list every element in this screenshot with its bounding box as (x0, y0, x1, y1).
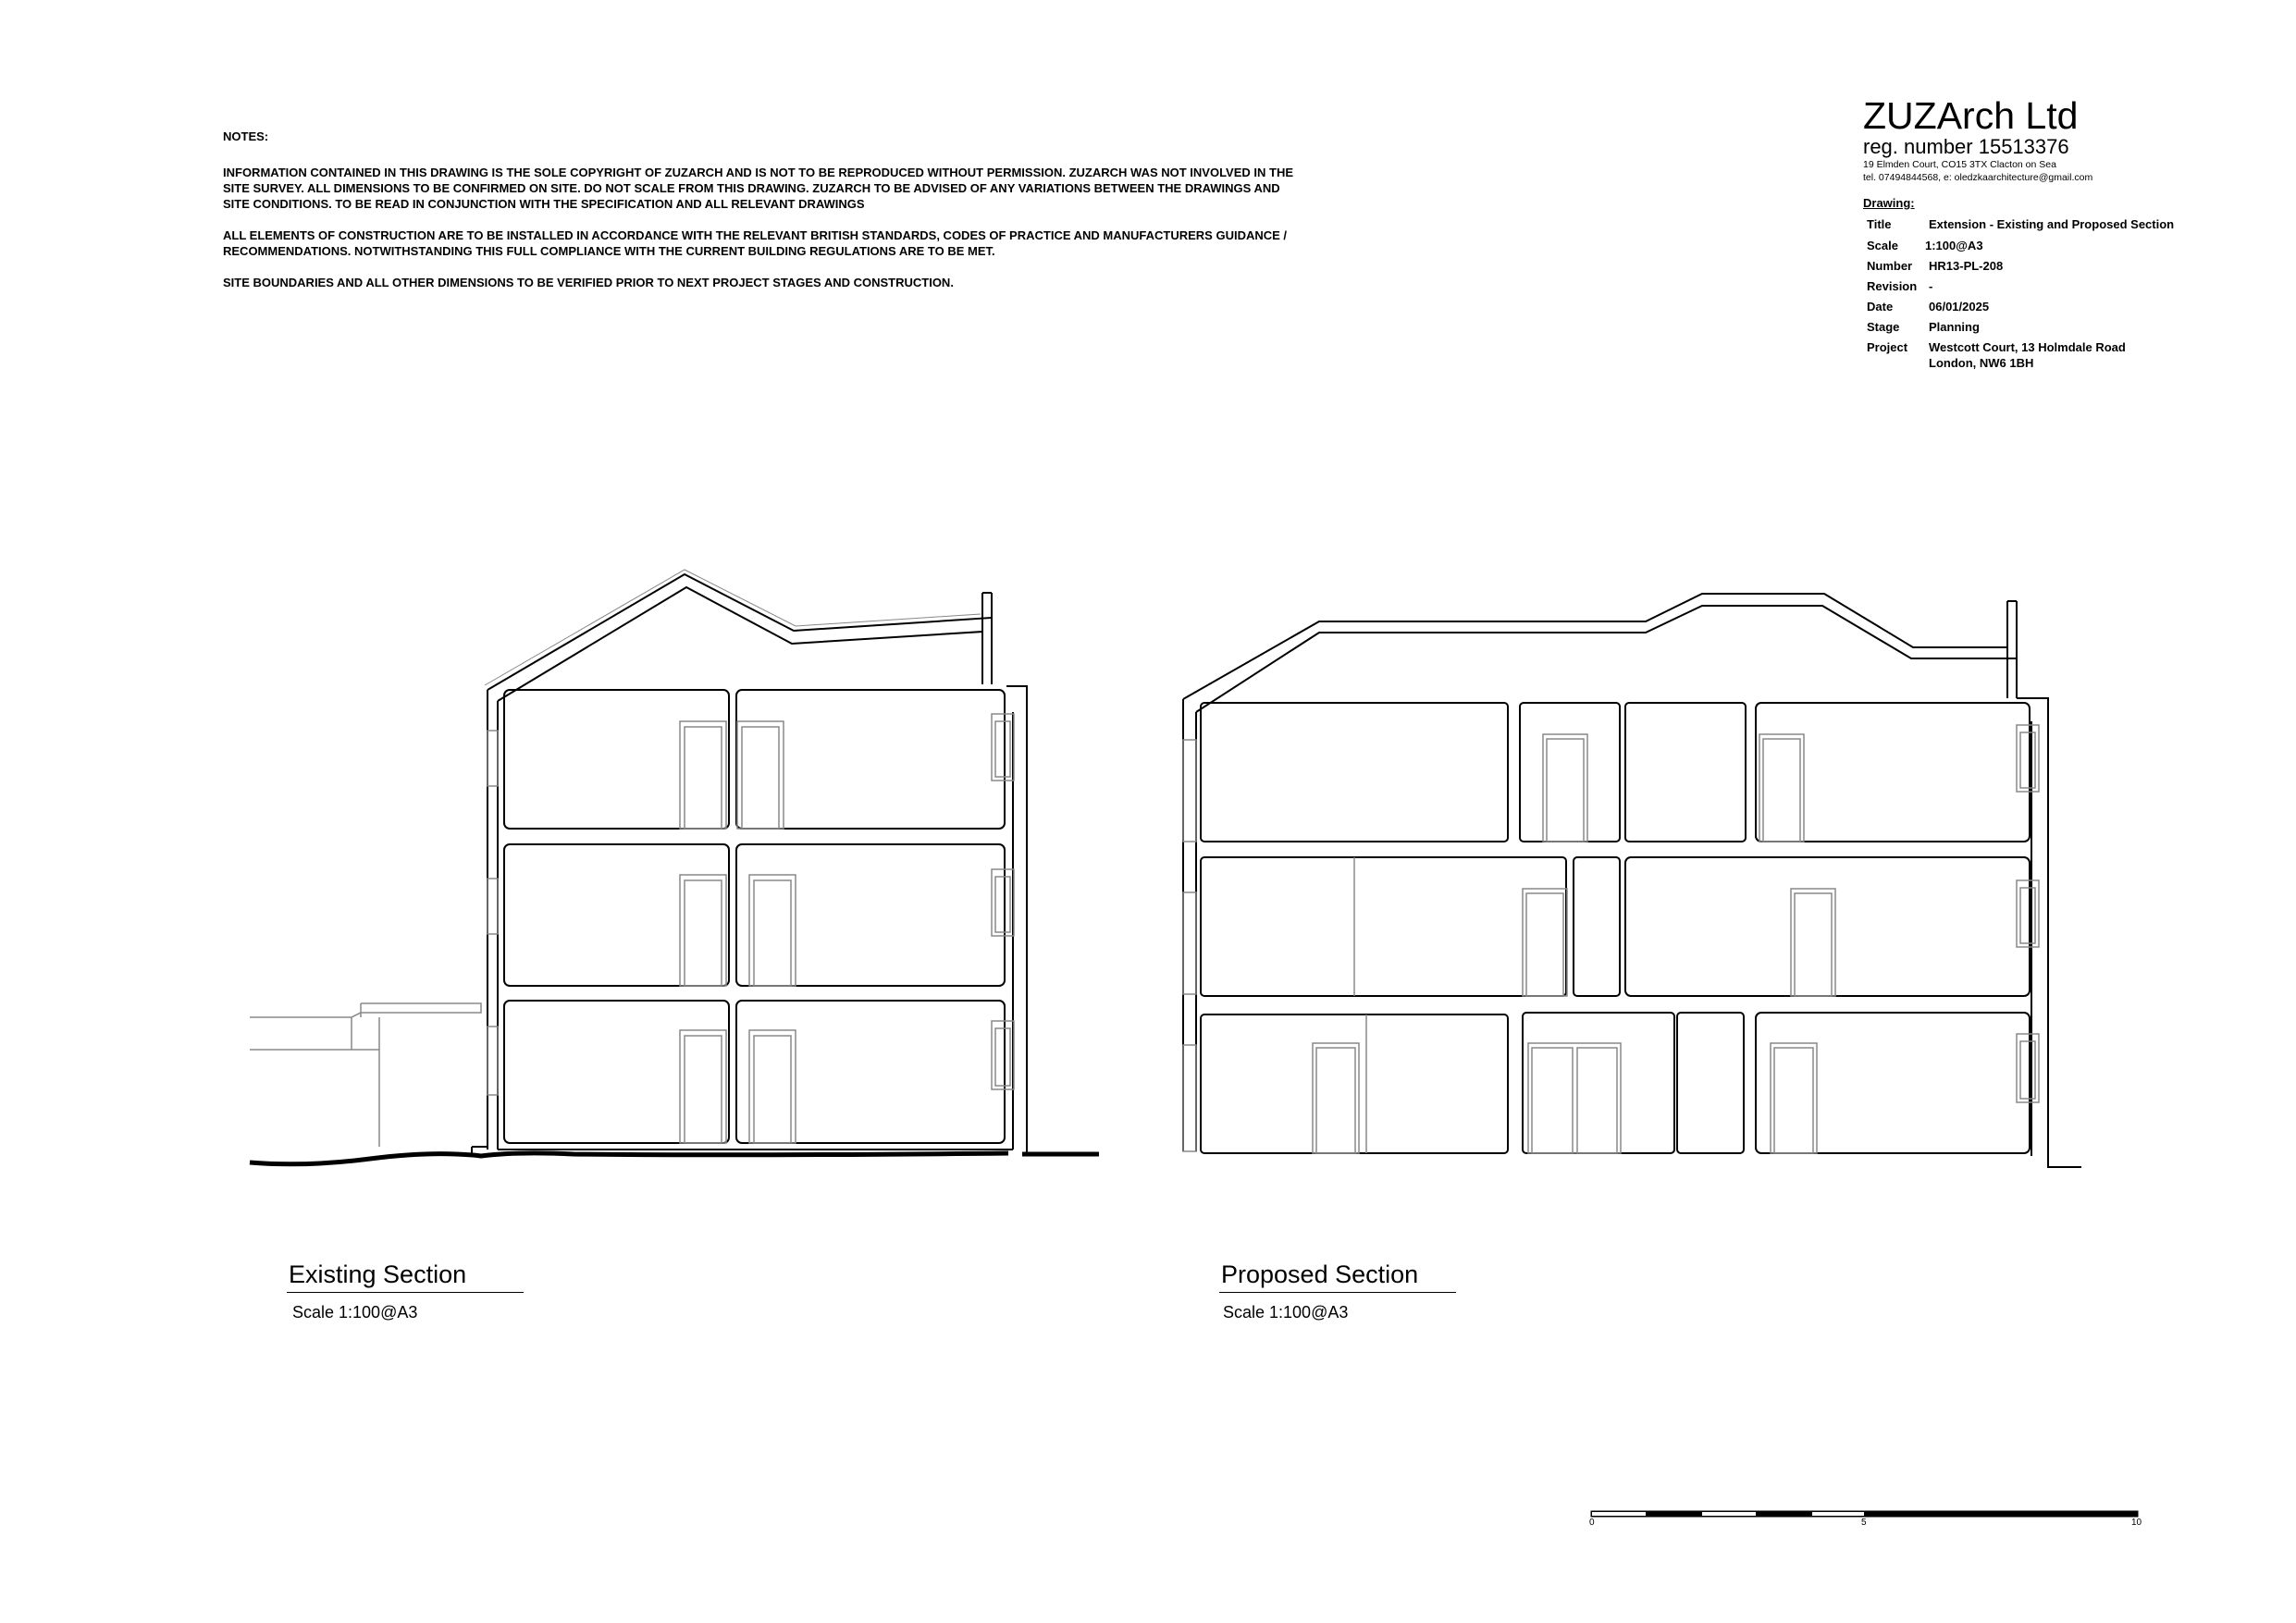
field-key: Scale (1867, 239, 1898, 252)
field-key: Stage (1867, 320, 1900, 334)
note-site-boundaries: SITE BOUNDARIES AND ALL OTHER DIMENSIONS TO BE VERIFIED PRIOR TO NEXT PROJECT STAGES AND CONSTRUCTION. (223, 276, 954, 289)
company-name: ZUZArch Ltd (1863, 94, 2079, 137)
proposed-section-details (1183, 725, 2039, 1153)
notes-heading: NOTES: (223, 129, 269, 143)
note-construction: ALL ELEMENTS OF CONSTRUCTION ARE TO BE INSTALLED IN ACCORDANCE WITH THE RELEVANT BRITISH STANDARDS, CODES OF PRACTICE AND MANUFACTURERS GUIDANCE / RECOMMENDATIONS. NOTWITHSTANDING THIS FULL COMPLIANCE WITH THE CURRENT BUILDING REGULATIONS ARE TO BE MET. (223, 228, 1288, 258)
existing-section-drawing (250, 574, 1099, 1164)
existing-section-title: Existing Section (289, 1260, 467, 1288)
field-value: 1:100@A3 (1925, 239, 1983, 252)
company-contact: tel. 07494844568, e: oledzkaarchitecture@gmail.com (1863, 172, 2093, 183)
scale-bar-label-5: 5 (1861, 1518, 1867, 1528)
existing-section-title-rule (287, 1292, 524, 1293)
field-key: Project (1867, 340, 1908, 354)
field-value: Planning (1929, 320, 1980, 334)
scale-bar-segment (1865, 1511, 2138, 1517)
field-value: - (1929, 279, 1933, 293)
scale-bar-segment (1701, 1511, 1757, 1517)
scale-bar-segment (1811, 1511, 1865, 1517)
company-reg: reg. number 15513376 (1863, 135, 2069, 158)
proposed-section-title: Proposed Section (1221, 1260, 1419, 1288)
company-address: 19 Elmden Court, CO15 3TX Clacton on Sea (1863, 159, 2056, 170)
field-key: Title (1867, 217, 1892, 231)
scale-bar-label-10: 10 (2131, 1518, 2142, 1528)
scale-bar-segment (1591, 1511, 1647, 1517)
existing-section-details (250, 714, 1014, 1147)
note-copyright: INFORMATION CONTAINED IN THIS DRAWING IS THE SOLE COPYRIGHT OF ZUZARCH AND IS NOT TO BE REPRODUCED WITHOUT PERMISSION. ZUZARCH WAS NOT INVOLVED IN THE SITE SURVEY. ALL DIMENSIONS TO BE CONFIRMED ON SITE. DO NOT SCALE FROM THIS DRAWING. ZUZARCH TO BE ADVISED OF ANY VARIATIONS BETWEEN THE DRAWINGS AND SITE CONDITIONS. TO BE READ IN CONJUNCTION WITH THE SPECIFICATION AND ALL RELEVANT DRAWINGS (223, 166, 1294, 211)
field-value: 06/01/2025 (1929, 300, 1990, 314)
proposed-section-drawing (1183, 594, 2081, 1167)
field-value: HR13-PL-208 (1929, 259, 2004, 273)
proposed-section-scale: Scale 1:100@A3 (1223, 1303, 1349, 1322)
existing-section-scale: Scale 1:100@A3 (292, 1303, 418, 1322)
field-key: Revision (1867, 279, 1918, 293)
field-key: Number (1867, 259, 1913, 273)
field-key: Date (1867, 300, 1894, 314)
drawing-label: Drawing: (1863, 196, 1915, 210)
project-line-2: London, NW6 1BH (1929, 356, 2034, 370)
scale-bar-label-0: 0 (1589, 1518, 1595, 1528)
scale-bar-segment (1757, 1511, 1811, 1517)
existing-roof-thin (485, 570, 981, 685)
proposed-section-title-rule (1219, 1292, 1456, 1293)
field-value: Extension - Existing and Proposed Section (1929, 217, 2175, 231)
scale-bar-segment (1647, 1511, 1701, 1517)
project-line-1: Westcott Court, 13 Holmdale Road (1929, 340, 2126, 354)
